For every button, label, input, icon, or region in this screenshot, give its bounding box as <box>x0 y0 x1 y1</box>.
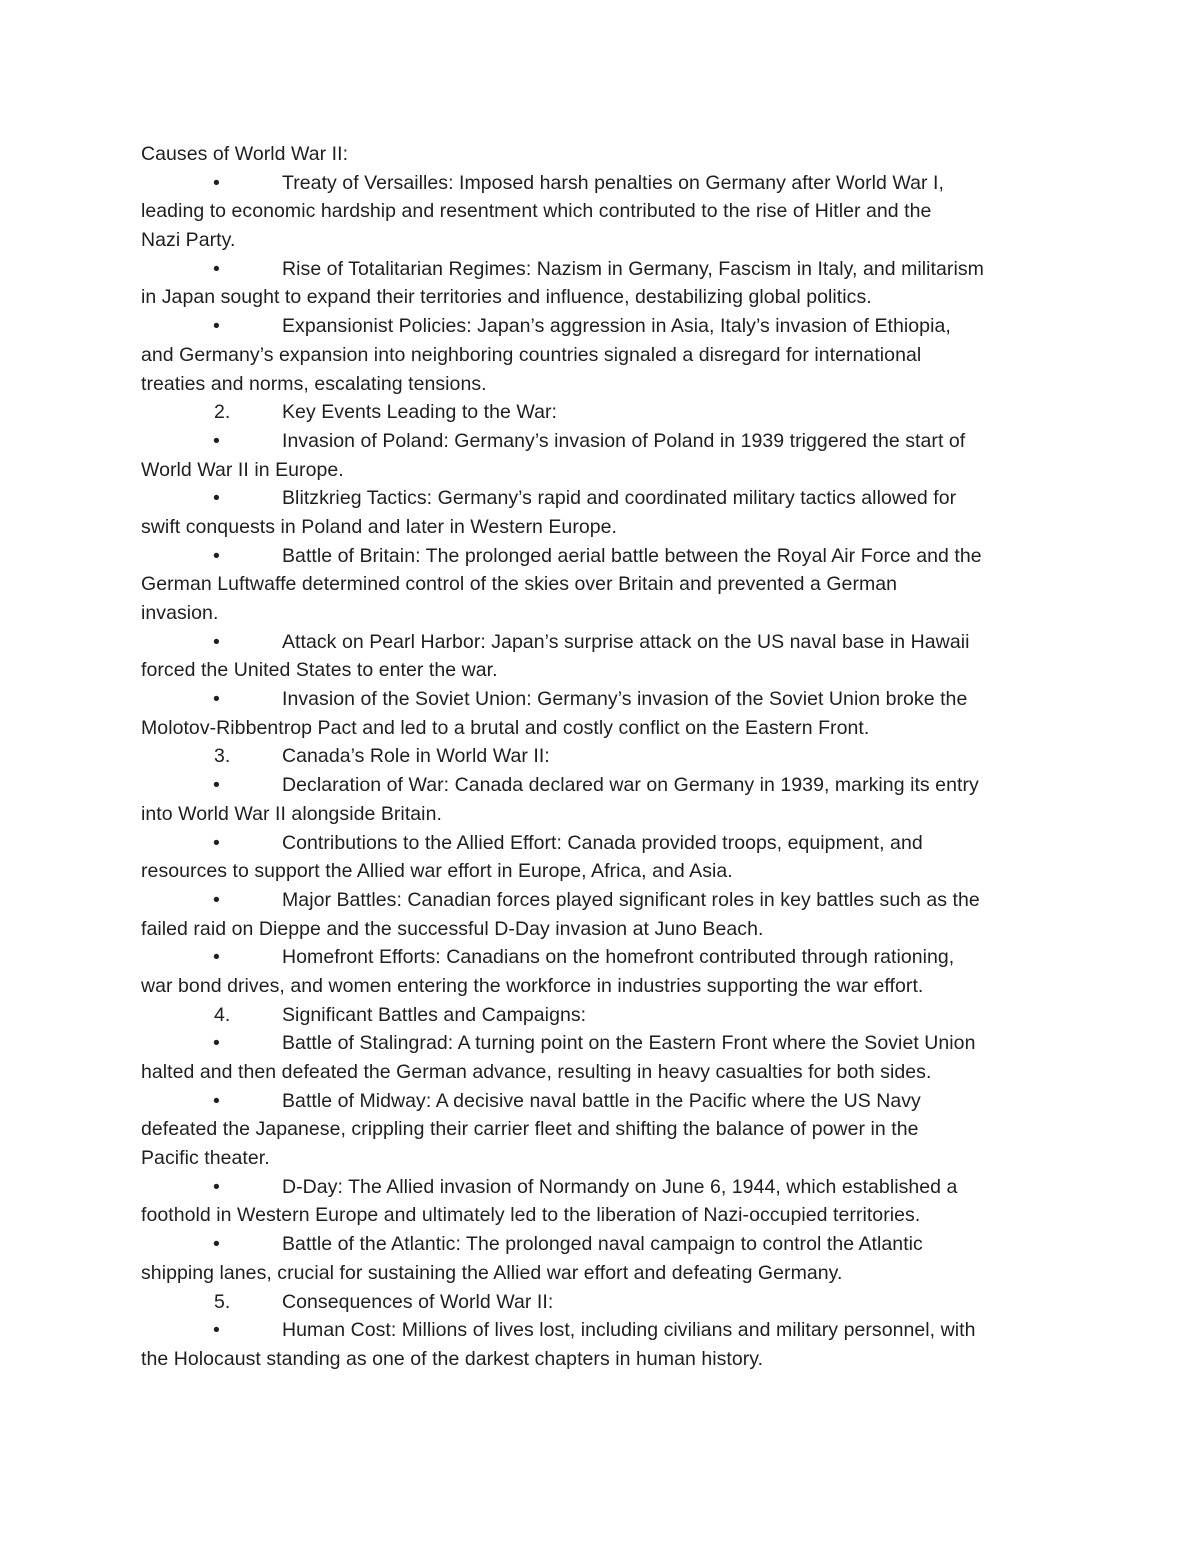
bullet-marker: • <box>213 888 220 911</box>
list-number: 4. <box>214 1003 231 1026</box>
entry-continuation-line: swift conquests in Poland and later in Western Europe. <box>141 515 618 538</box>
entry-text: Declaration of War: Canada declared war on Germany in 1939, marking its entry <box>282 774 979 797</box>
entry-text: Contributions to the Allied Effort: Canada provided troops, equipment, and <box>282 831 923 854</box>
bullet-marker: • <box>213 1233 220 1256</box>
entry-continuation-line: forced the United States to enter the war. <box>141 659 498 682</box>
entry-continuation-line: into World War II alongside Britain. <box>141 802 442 825</box>
entry-text: Attack on Pearl Harbor: Japan’s surprise attack on the US naval base in Hawaii <box>282 630 970 653</box>
entry-text: Rise of Totalitarian Regimes: Nazism in Germany, Fascism in Italy, and militarism <box>282 257 984 280</box>
entry-first-line <box>141 1087 1061 1116</box>
entry-first-line <box>141 829 1061 858</box>
entry-first-line <box>141 255 1061 284</box>
bullet-marker: • <box>213 257 220 280</box>
document-heading: Causes of World War II: <box>141 143 349 165</box>
entry-text: Human Cost: Millions of lives lost, including civilians and military personnel, with <box>282 1319 976 1342</box>
entry-continuation-line: treaties and norms, escalating tensions. <box>141 372 487 395</box>
entry-first-line <box>141 1029 1061 1058</box>
entry-first-line <box>141 398 1061 427</box>
entry-first-line <box>141 886 1061 915</box>
entry-continuation-line: failed raid on Dieppe and the successful D-Day invasion at Juno Beach. <box>141 917 764 940</box>
entry-continuation-line: and Germany’s expansion into neighboring countries signaled a disregard for international <box>141 343 922 366</box>
entry-continuation-line: Pacific theater. <box>141 1147 270 1170</box>
bullet-item <box>141 1316 1061 1373</box>
entry-first-line <box>141 312 1061 341</box>
entry-first-line <box>141 1173 1061 1202</box>
entry-first-line <box>141 1001 1061 1030</box>
entry-text: Key Events Leading to the War: <box>282 401 558 424</box>
bullet-marker: • <box>213 630 220 653</box>
section-heading-item <box>141 398 1061 427</box>
entry-continuation-line: foothold in Western Europe and ultimately led to the liberation of Nazi-occupied territories. <box>141 1204 921 1227</box>
bullet-marker: • <box>213 315 220 338</box>
entry-text: Expansionist Policies: Japan’s aggression in Asia, Italy’s invasion of Ethiopia, <box>282 315 951 338</box>
entry-text: Canada’s Role in World War II: <box>282 745 550 768</box>
bullet-item <box>141 628 1061 685</box>
bullet-item <box>141 312 1061 398</box>
section-heading-item <box>141 1288 1061 1317</box>
entry-first-line <box>141 427 1061 456</box>
bullet-marker: • <box>213 946 220 969</box>
bullet-item <box>141 484 1061 541</box>
entry-first-line <box>141 685 1061 714</box>
entry-text: Invasion of Poland: Germany’s invasion of Poland in 1939 triggered the start of <box>282 429 966 452</box>
bullet-item <box>141 886 1061 943</box>
list-number: 5. <box>214 1290 231 1313</box>
bullet-item <box>141 1173 1061 1230</box>
entry-first-line <box>141 484 1061 513</box>
bullet-marker: • <box>213 487 220 510</box>
entry-first-line <box>141 1316 1061 1345</box>
entry-continuation-line: Molotov-Ribbentrop Pact and led to a brutal and costly conflict on the Eastern Front. <box>141 716 870 739</box>
entry-continuation-line: leading to economic hardship and resentment which contributed to the rise of Hitler and the <box>141 200 932 223</box>
entry-text: D-Day: The Allied invasion of Normandy on June 6, 1944, which established a <box>282 1175 958 1198</box>
entry-continuation-line: Nazi Party. <box>141 229 236 252</box>
bullet-item <box>141 255 1061 312</box>
entry-first-line <box>141 771 1061 800</box>
bullet-item <box>141 542 1061 628</box>
entry-first-line <box>141 943 1061 972</box>
entry-text: Battle of Midway: A decisive naval battle in the Pacific where the US Navy <box>282 1089 921 1112</box>
document-body <box>141 140 1061 1374</box>
bullet-item <box>141 829 1061 886</box>
bullet-marker: • <box>213 774 220 797</box>
entry-text: Consequences of World War II: <box>282 1290 554 1313</box>
entry-continuation-line: war bond drives, and women entering the workforce in industries supporting the war effort. <box>141 974 924 997</box>
bullet-item <box>141 1230 1061 1287</box>
bullet-item <box>141 1087 1061 1173</box>
entry-first-line <box>141 1230 1061 1259</box>
entry-continuation-line: World War II in Europe. <box>141 458 344 481</box>
bullet-item <box>141 427 1061 484</box>
entry-continuation-line: resources to support the Allied war effort in Europe, Africa, and Asia. <box>141 860 733 883</box>
bullet-marker: • <box>213 1175 220 1198</box>
list-number: 3. <box>214 745 231 768</box>
entry-list <box>141 169 1061 1374</box>
entry-text: Battle of Stalingrad: A turning point on the Eastern Front where the Soviet Union <box>282 1032 976 1055</box>
bullet-marker: • <box>213 1032 220 1055</box>
entry-text: Major Battles: Canadian forces played significant roles in key battles such as the <box>282 888 980 911</box>
bullet-item <box>141 685 1061 742</box>
bullet-item <box>141 771 1061 828</box>
entry-first-line <box>141 628 1061 657</box>
entry-text: Homefront Efforts: Canadians on the homefront contributed through rationing, <box>282 946 955 969</box>
entry-text: Battle of Britain: The prolonged aerial battle between the Royal Air Force and the <box>282 544 982 567</box>
entry-continuation-line: German Luftwaffe determined control of the skies over Britain and prevented a German <box>141 573 898 596</box>
bullet-marker: • <box>213 1319 220 1342</box>
section-heading-item <box>141 742 1061 771</box>
entry-continuation-line: shipping lanes, crucial for sustaining the Allied war effort and defeating Germany. <box>141 1261 843 1284</box>
entry-continuation-line: in Japan sought to expand their territories and influence, destabilizing global politics. <box>141 286 872 309</box>
bullet-marker: • <box>213 831 220 854</box>
entry-continuation-line: halted and then defeated the German advance, resulting in heavy casualties for both sides. <box>141 1061 932 1083</box>
bullet-marker: • <box>213 429 220 452</box>
bullet-marker: • <box>213 1089 220 1112</box>
entry-first-line <box>141 742 1061 771</box>
bullet-item <box>141 943 1061 1000</box>
entry-text: Significant Battles and Campaigns: <box>282 1003 587 1026</box>
entry-text: Blitzkrieg Tactics: Germany’s rapid and coordinated military tactics allowed for <box>282 487 957 510</box>
bullet-marker: • <box>213 688 220 711</box>
entry-continuation-line: the Holocaust standing as one of the darkest chapters in human history. <box>141 1347 764 1370</box>
entry-text: Invasion of the Soviet Union: Germany’s invasion of the Soviet Union broke the <box>282 688 968 711</box>
bullet-item <box>141 1029 1061 1086</box>
entry-text: Battle of the Atlantic: The prolonged naval campaign to control the Atlantic <box>282 1233 923 1256</box>
entry-first-line <box>141 542 1061 571</box>
bullet-item <box>141 169 1061 255</box>
bullet-marker: • <box>213 544 220 567</box>
entry-first-line <box>141 1288 1061 1317</box>
entry-first-line <box>141 169 1061 198</box>
bullet-marker: • <box>213 171 220 194</box>
entry-continuation-line: invasion. <box>141 602 219 624</box>
section-heading-item <box>141 1001 1061 1030</box>
list-number: 2. <box>214 401 231 424</box>
entry-continuation-line: defeated the Japanese, crippling their carrier fleet and shifting the balance of power in the <box>141 1118 919 1141</box>
entry-text: Treaty of Versailles: Imposed harsh penalties on Germany after World War I, <box>282 171 944 194</box>
